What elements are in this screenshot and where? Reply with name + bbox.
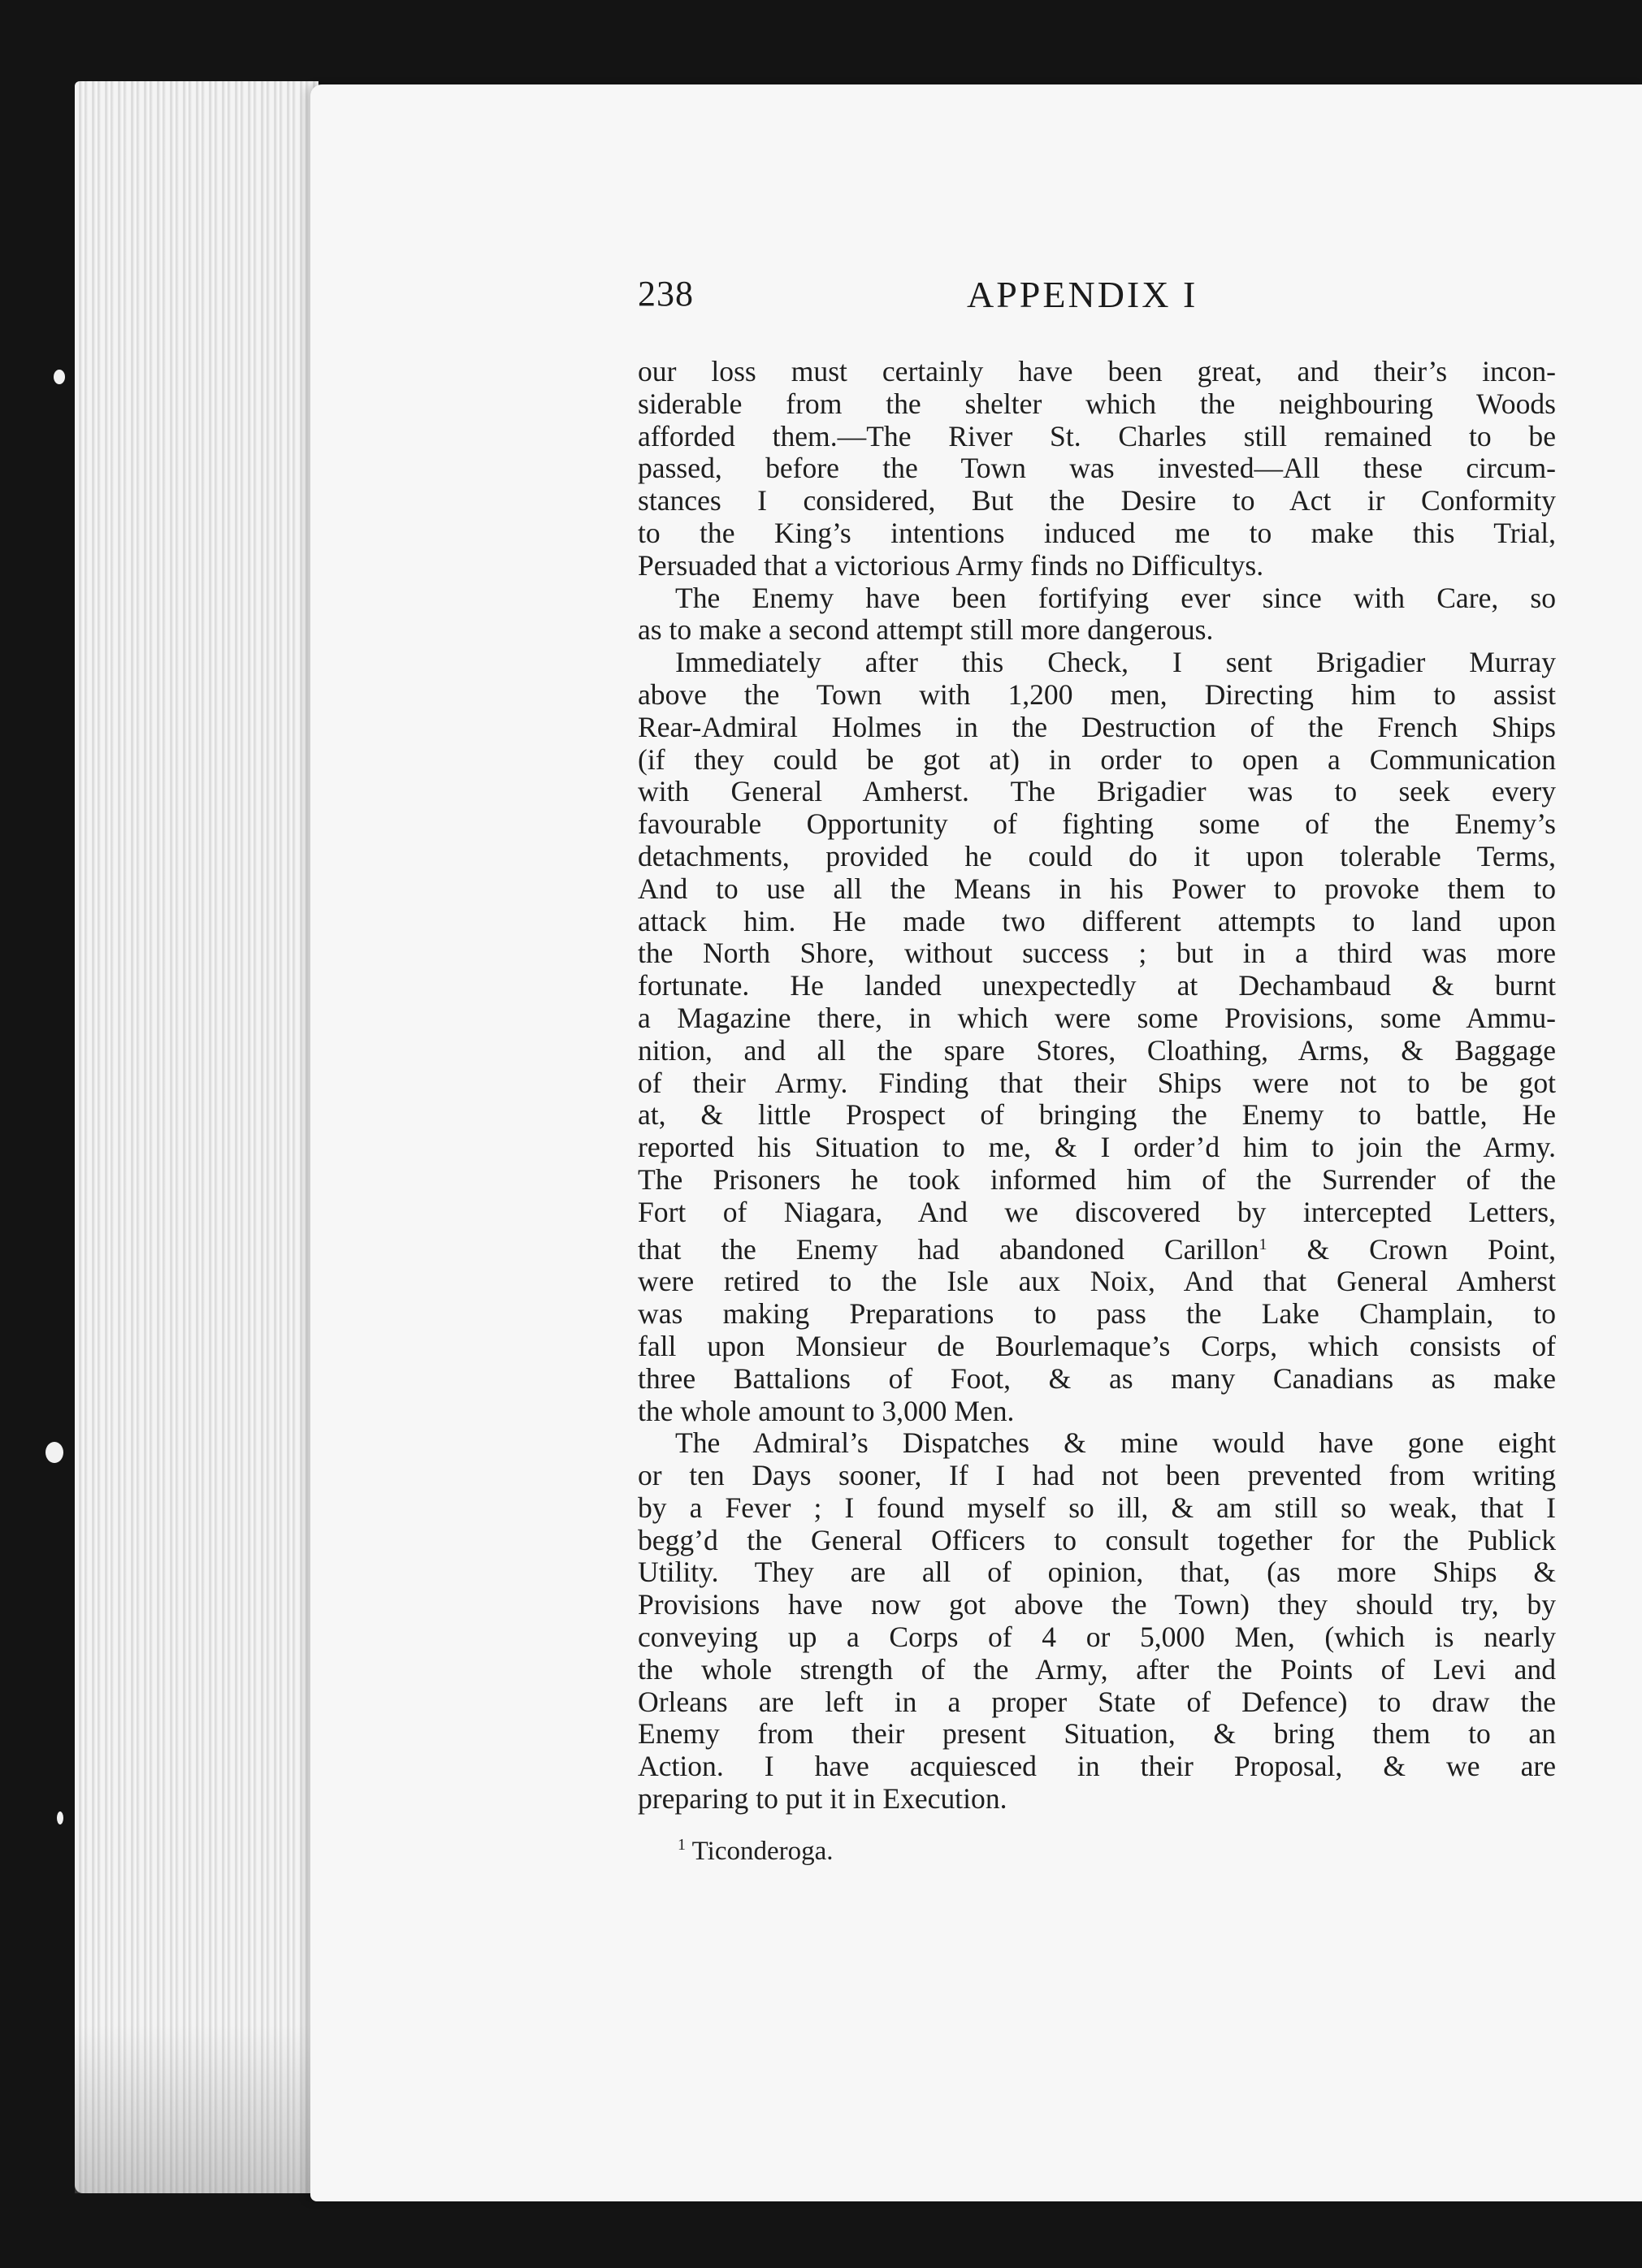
paragraph-first-line: The Admiral’s Dispatches & mine would have gone eight — [675, 1426, 1556, 1460]
text-line: And to use all the Means in his Power to provoke them to — [638, 872, 1556, 905]
text-line: by a Fever ; I found myself so ill, & am still so weak, that I — [638, 1491, 1556, 1524]
text-line: attack him. He made two different attempts to land upon — [638, 904, 1556, 937]
text-line: The Prisoners he took informed him of the Surrender of the — [638, 1162, 1556, 1196]
text-line: begg’d the General Officers to consult together for the Publick — [638, 1523, 1556, 1556]
text-line: Utility. They are all of opinion, that, (as more Ships & — [638, 1556, 1556, 1589]
text-line: with General Amherst. The Brigadier was to seek every — [638, 775, 1556, 808]
text-line: conveying up a Corps of 4 or 5,000 Men, (which is nearly — [638, 1621, 1556, 1654]
text-line: Orleans are left in a proper State of Defence) to draw the — [638, 1685, 1556, 1718]
text-line: Action. I have acquiesced in their Proposal, & we are — [638, 1750, 1556, 1783]
body-text — [638, 356, 1556, 1816]
text-line: was making Preparations to pass the Lake Champlain, to — [638, 1297, 1556, 1331]
text-segment: & Crown Point, — [1267, 1232, 1556, 1266]
text-line-with-footnote-ref — [638, 1229, 1556, 1266]
text-line: above the Town with 1,200 men, Directing him to assist — [638, 677, 1556, 711]
text-line: were retired to the Isle aux Noix, And that General Amherst — [638, 1265, 1556, 1298]
text-line: Provisions have now got above the Town) they should try, by — [638, 1588, 1556, 1621]
text-line: preparing to put it in Execution. — [638, 1782, 1007, 1816]
text-line: our loss must certainly have been great, and their’s incon- — [638, 355, 1556, 387]
paragraph-first-line: Immediately after this Check, I sent Brigadier Murray — [675, 646, 1556, 679]
footnote-marker: 1 — [678, 1836, 686, 1854]
text-line: to the King’s intentions induced me to make this Trial, — [638, 516, 1556, 549]
running-head-title: APPENDIX I — [967, 274, 1198, 315]
text-line: Persuaded that a victorious Army finds no Difficultys. — [638, 548, 1264, 582]
footnote-reference: 1 — [1259, 1235, 1267, 1253]
text-line: fortunate. He landed unexpectedly at Dechambaud & burnt — [638, 969, 1556, 1002]
text-line: the North Shore, without success ; but in a third was more — [638, 937, 1556, 970]
text-line: or ten Days sooner, If I had not been prevented from writing — [638, 1459, 1556, 1492]
text-line: three Battalions of Foot, & as many Canadians as make — [638, 1361, 1556, 1395]
text-line: the whole amount to 3,000 Men. — [638, 1394, 1015, 1427]
footnote — [678, 1836, 834, 1867]
text-line: as to make a second attempt still more dangerous. — [638, 613, 1214, 647]
text-line: reported his Situation to me, & I order’d him to join the Army. — [638, 1131, 1556, 1164]
text-segment: that the Enemy had abandoned Carillon — [638, 1232, 1259, 1266]
text-line: favourable Opportunity of fighting some of the Enemy’s — [638, 807, 1556, 841]
text-line: of their Army. Finding that their Ships were not to be got — [638, 1066, 1556, 1099]
scan-speck — [54, 370, 65, 384]
text-line: nition, and all the spare Stores, Cloathing, Arms, & Baggage — [638, 1033, 1556, 1067]
paragraph-first-line: The Enemy have been fortifying ever since with Care, so — [675, 581, 1556, 614]
text-line: stances I considered, But the Desire to Act ir Conformity — [638, 484, 1556, 517]
text-line: siderable from the shelter which the neighbouring Woods — [638, 387, 1556, 420]
text-line: a Magazine there, in which were some Provisions, some Ammu- — [638, 1001, 1556, 1034]
scan-speck — [45, 1442, 63, 1463]
footnote-text: Ticonderoga. — [691, 1837, 834, 1866]
text-line: Fort of Niagara, And we discovered by intercepted Letters, — [638, 1195, 1556, 1228]
text-line: the whole strength of the Army, after the Points of Levi and — [638, 1652, 1556, 1686]
text-line: passed, before the Town was invested—All these circum- — [638, 452, 1556, 485]
text-line: (if they could be got at) in order to open a Communication — [638, 742, 1556, 776]
running-head — [638, 273, 1556, 322]
scan-speck — [57, 1811, 63, 1824]
text-line: Rear-Admiral Holmes in the Destruction of the French Ships — [638, 710, 1556, 743]
text-line: at, & little Prospect of bringing the Enemy to battle, He — [638, 1098, 1556, 1132]
text-line: detachments, provided he could do it upon tolerable Terms, — [638, 839, 1556, 872]
page-number: 238 — [638, 274, 694, 314]
book-page-edges — [75, 81, 318, 2193]
text-line: fall upon Monsieur de Bourlemaque’s Corps, which consists of — [638, 1329, 1556, 1362]
text-line: Enemy from their present Situation, & bring them to an — [638, 1717, 1556, 1751]
text-line: afforded them.—The River St. Charles still remained to be — [638, 419, 1556, 452]
